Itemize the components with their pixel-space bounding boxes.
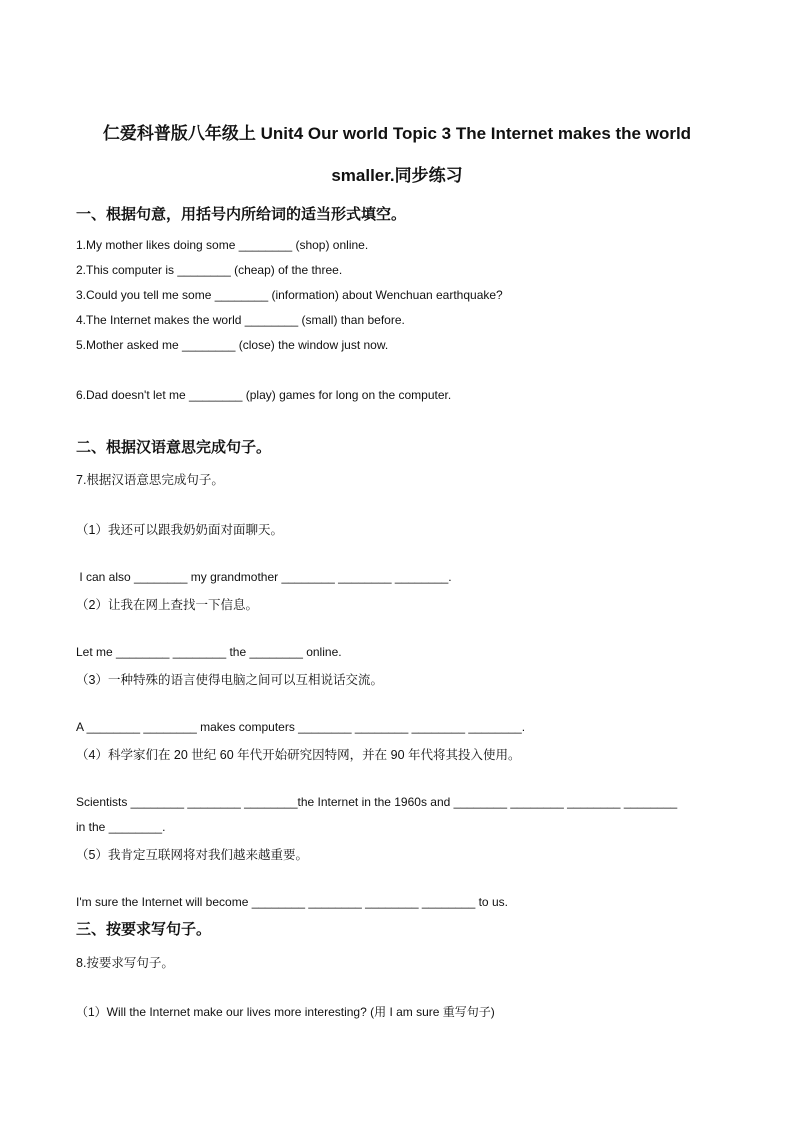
q7-1-english: I can also ________ my grandmother ________ ________ ________. bbox=[76, 570, 452, 584]
question-3: 3.Could you tell me some ________ (information) about Wenchuan earthquake? bbox=[76, 288, 503, 302]
q7-4-chinese: （4）科学家们在 20 世纪 60 年代开始研究因特网，并在 90 年代将其投入使用。 bbox=[76, 748, 521, 762]
page-title-line2: smaller.同步练习 bbox=[331, 166, 463, 185]
question-4: 4.The Internet makes the world ________ (small) than before. bbox=[76, 313, 405, 327]
question-2: 2.This computer is ________ (cheap) of the three. bbox=[76, 263, 343, 277]
question-5: 5.Mother asked me ________ (close) the window just now. bbox=[76, 338, 389, 352]
q7-2-english: Let me ________ ________ the ________ online. bbox=[76, 645, 342, 659]
question-8-intro: 8.按要求写句子。 bbox=[76, 956, 174, 970]
q7-4-english: Scientists ________ ________ ________the Internet in the 1960s and ________ ________ ________ ________ bbox=[76, 795, 678, 809]
question-7-intro: 7.根据汉语意思完成句子。 bbox=[76, 473, 224, 487]
q7-5-english: I'm sure the Internet will become ________ ________ ________ ________ to us. bbox=[76, 895, 508, 909]
question-1: 1.My mother likes doing some ________ (shop) online. bbox=[76, 238, 369, 252]
section1-heading: 一、根据句意，用括号内所给词的适当形式填空。 bbox=[76, 206, 407, 223]
q7-4-english-cont: in the ________. bbox=[76, 820, 166, 834]
q7-1-chinese: （1）我还可以跟我奶奶面对面聊天。 bbox=[76, 523, 283, 537]
q7-3-chinese: （3）一种特殊的语言使得电脑之间可以互相说话交流。 bbox=[76, 673, 383, 687]
q7-5-chinese: （5）我肯定互联网将对我们越来越重要。 bbox=[76, 848, 308, 862]
q7-3-english: A ________ ________ makes computers ________ ________ ________ ________. bbox=[76, 720, 526, 734]
section3-heading: 三、按要求写句子。 bbox=[76, 921, 212, 938]
page-title-line1: 仁爱科普版八年级上 Unit4 Our world Topic 3 The Internet makes the world bbox=[102, 124, 692, 143]
question-6: 6.Dad doesn't let me ________ (play) games for long on the computer. bbox=[76, 388, 452, 402]
q7-2-chinese: （2）让我在网上查找一下信息。 bbox=[76, 598, 258, 612]
q8-1: （1）Will the Internet make our lives more interesting? (用 I am sure 重写句子) bbox=[76, 1005, 495, 1019]
section2-heading: 二、根据汉语意思完成句子。 bbox=[76, 439, 272, 456]
